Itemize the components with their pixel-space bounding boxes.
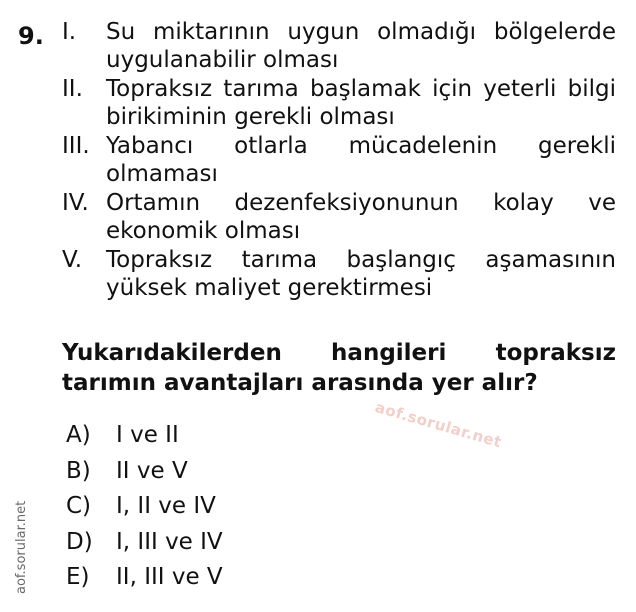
option-letter: A) — [66, 422, 91, 448]
statement-item-2 — [62, 75, 616, 131]
statement-text: Ortamın dezenfeksiyonunun kolay ve ekonomik olması — [106, 190, 616, 244]
option-letter: E) — [66, 564, 90, 590]
statement-numeral: I. — [62, 19, 77, 45]
statement-numeral: III. — [62, 133, 90, 159]
statement-item-3 — [62, 132, 616, 188]
statement-item-4 — [62, 189, 616, 245]
option-text: II, III ve V — [116, 564, 223, 590]
option-text: I, II ve IV — [116, 493, 216, 519]
statement-text: Topraksız tarıma başlamak için yeterli bilgi birikiminin gerekli olması — [106, 76, 616, 130]
option-b[interactable] — [66, 454, 223, 490]
option-letter: D) — [66, 528, 93, 555]
option-letter: C) — [66, 493, 92, 519]
statement-list — [62, 18, 616, 303]
question-stem: Yukarıdakilerden hangileri topraksız tarımın avantajları arasında yer alır? — [62, 340, 616, 396]
option-text: II ve V — [116, 457, 188, 484]
answer-options — [66, 418, 223, 596]
statement-numeral: II. — [62, 76, 83, 102]
diagonal-watermark: aof.sorular.net — [373, 398, 504, 452]
option-d[interactable] — [66, 525, 223, 561]
option-text: I, III ve IV — [116, 528, 223, 555]
question-number: 9. — [18, 22, 44, 50]
statement-numeral: V. — [62, 247, 83, 273]
statement-text: Topraksız tarıma başlangıç aşamasının yüksek maliyet gerektirmesi — [106, 247, 616, 301]
vertical-watermark: aof.sorular.net — [14, 500, 29, 594]
option-a[interactable] — [66, 418, 223, 454]
statement-text: Yabancı otlarla mücadelenin gerekli olmaması — [106, 133, 616, 187]
option-text: I ve II — [116, 422, 179, 448]
option-letter: B) — [66, 457, 91, 484]
statement-numeral: IV. — [62, 190, 89, 216]
statement-text: Su miktarının uygun olmadığı bölgelerde uygulanabilir olması — [106, 19, 616, 73]
statement-item-5 — [62, 246, 616, 302]
statement-item-1 — [62, 18, 616, 74]
option-c[interactable] — [66, 489, 223, 525]
option-e[interactable] — [66, 560, 223, 596]
